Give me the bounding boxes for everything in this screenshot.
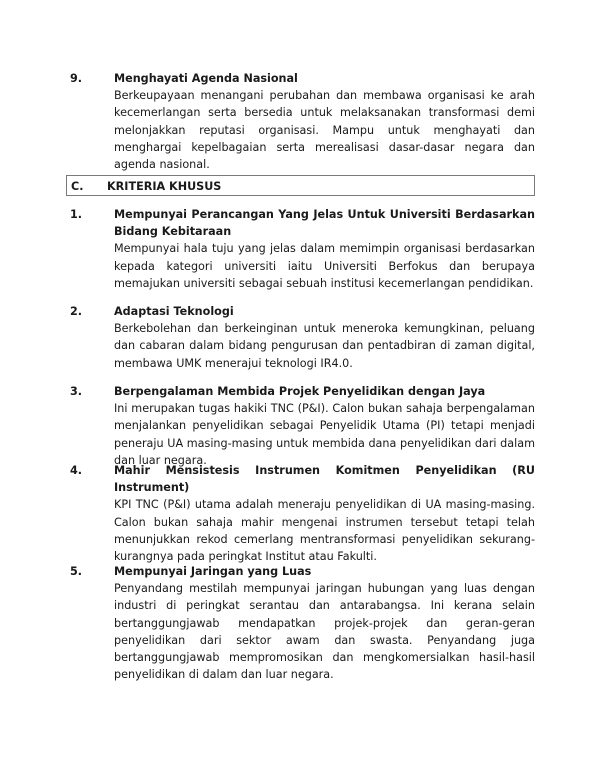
item-number: 2. <box>70 305 83 318</box>
item-number: 9. <box>70 72 83 85</box>
item-description: KPI TNC (P&I) utama adalah meneraju penyelidikan di UA masing-masing. Calon bukan sahaja mahir mengenai instrumen tersebut tetapi telah menunjukkan rekod cemerlang mentransformasi penyelidikan sekurang-kurangnya pada peringkat Institut atau Fakulti. <box>114 498 535 564</box>
section-letter: C. <box>71 180 84 193</box>
criterion-item-4 <box>70 462 535 565</box>
item-number: 5. <box>70 565 83 578</box>
item-title: Mempunyai Jaringan yang Luas <box>114 565 312 578</box>
item-title: Adaptasi Teknologi <box>114 305 234 318</box>
item-description: Berkebolehan dan berkeinginan untuk meneroka kemungkinan, peluang dan cabaran dalam bidang pengurusan dan pentadbiran di zaman digital, membawa UMK menerajui teknologi IR4.0. <box>114 322 535 370</box>
criterion-item-2 <box>70 303 535 372</box>
item-title: Menghayati Agenda Nasional <box>114 72 298 85</box>
item-title: Mempunyai Perancangan Yang Jelas Untuk Universiti Berdasarkan Bidang Kebitaraan <box>114 208 535 239</box>
item-description: Ini merupakan tugas hakiki TNC (P&I). Calon bukan sahaja berpengalaman menjalankan penyelidikan sebagai Penyelidik Utama (PI) tetapi menjadi peneraju UA masing-masing untuk membida dana penyelidikan dari dalam dan luar negara. <box>114 402 535 467</box>
item-title: Berpengalaman Membida Projek Penyelidikan dengan Jaya <box>114 385 486 398</box>
section-title: KRITERIA KHUSUS <box>107 180 222 193</box>
section-header-box <box>66 175 535 196</box>
criterion-item-3 <box>70 383 535 469</box>
item-description: Mempunyai hala tuju yang jelas dalam memimpin organisasi berdasarkan kepada kategori universiti iaitu Universiti Berfokus dan berupaya memajukan universiti sebagai sebuah institusi kecemerlangan pendidikan. <box>114 242 535 290</box>
criterion-item-9 <box>70 70 535 173</box>
criterion-item-1 <box>70 206 535 292</box>
item-description: Berkeupayaan menangani perubahan dan membawa organisasi ke arah kecemerlangan serta bersedia untuk melaksanakan transformasi demi melonjakkan reputasi organisasi. Mampu untuk menghayati dan menghargai kepelbagaian serta merealisasi dasar-dasar negara dan agenda nasional. <box>114 89 535 172</box>
criterion-item-5 <box>70 563 535 683</box>
item-number: 3. <box>70 385 83 398</box>
item-number: 1. <box>70 208 83 221</box>
item-description: Penyandang mestilah mempunyai jaringan hubungan yang luas dengan industri di peringkat serantau dan antarabangsa. Ini kerana selain bertanggungjawab mendapatkan projek-projek dan geran-geran penyelidikan dari sektor awam dan swasta. Penyandang juga bertanggungjawab mempromosikan dan mengkomersialkan hasil-hasil penyelidikan di dalam dan luar negara. <box>114 582 535 682</box>
item-title: Mahir Mensistesis Instrumen Komitmen Penyelidikan (RU Instrument) <box>114 464 535 495</box>
item-number: 4. <box>70 464 83 477</box>
